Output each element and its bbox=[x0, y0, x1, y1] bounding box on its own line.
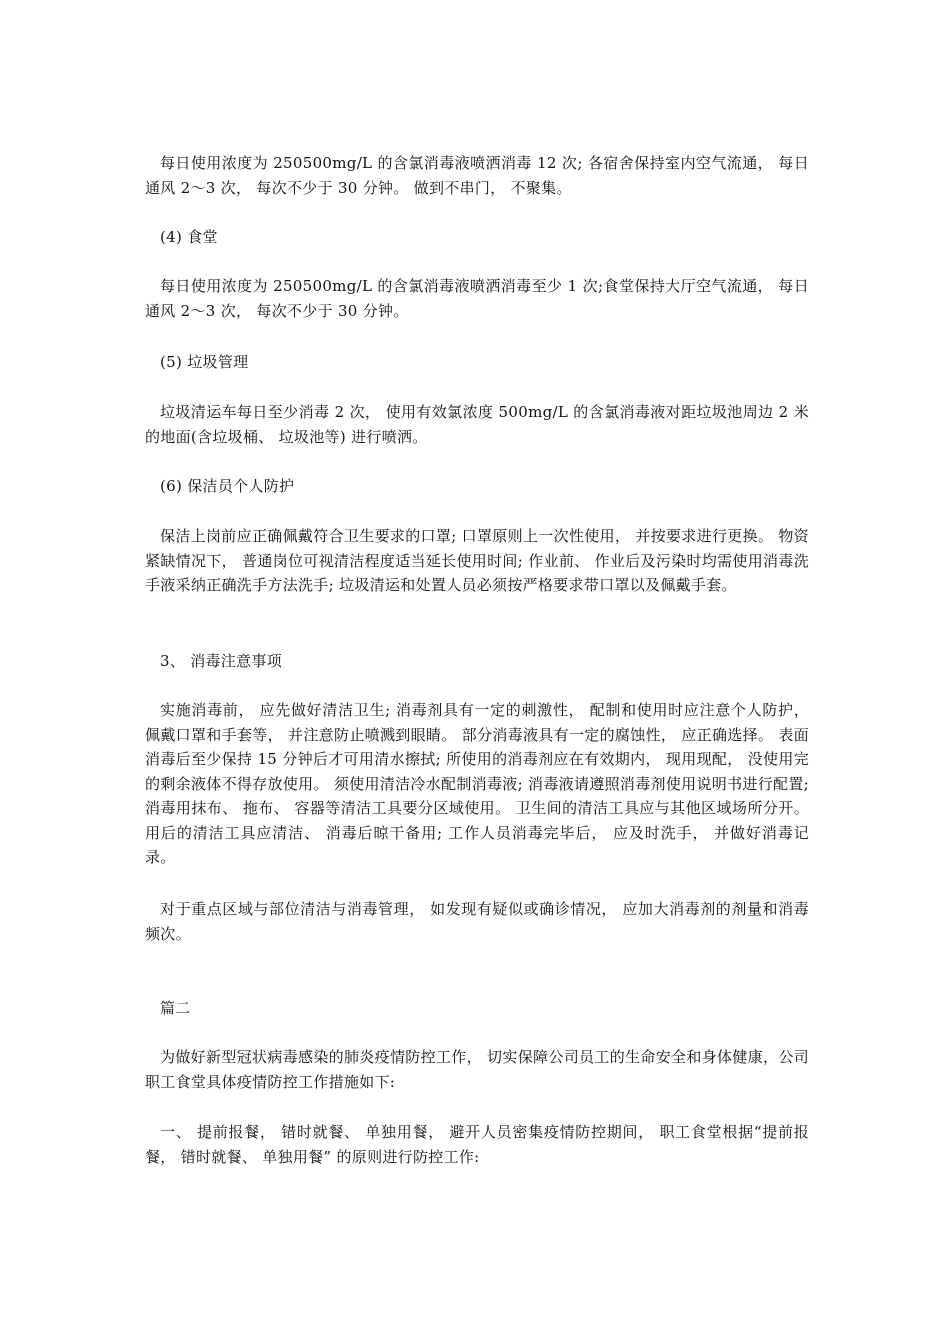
paragraph-dormitory-disinfection: 每日使用浓度为 250500mg/L 的含氯消毒液喷洒消毒 12 次; 各宿舍保持室内空气流通， 每日通风 2～3 次， 每次不少于 30 分钟。 做到不串门， 不聚集。 bbox=[145, 154, 809, 197]
heading-cleaner-protection: (6) 保洁员个人防护 bbox=[160, 477, 295, 495]
heading-part-two: 篇二 bbox=[160, 999, 191, 1017]
paragraph-disinfection-notes: 实施消毒前， 应先做好清洁卫生; 消毒剂具有一定的刺激性， 配制和使用时应注意个人防护， 佩戴口罩和手套等， 并注意防止喷溅到眼睛。 部分消毒液具有一定的腐蚀性， 应正确选择。 表面消毒后至少保持 15 分钟后才可用清水擦拭; 所使用的消毒剂应在有效期内， 现用现配， 没使用完的剩余液体不得存放使用。 须使用清洁冷水配制消毒液; 消毒液请遵照消毒剂使用说明书进行配置; 消毒用抹布、 拖布、 容器等清洁工具要分区域使用。 卫生间的清洁工具应与其他区域场所分开。 用后的清洁工具应清洁、 消毒后晾干备用; 工作人员消毒完毕后， 应及时洗手， 并做好消毒记录。 bbox=[145, 701, 809, 866]
paragraph-canteen-disinfection: 每日使用浓度为 250500mg/L 的含氯消毒液喷洒消毒至少 1 次;食堂保持大厅空气流通， 每日通风 2～3 次， 每次不少于 30 分钟。 bbox=[145, 277, 809, 320]
heading-disinfection-notes: 3、 消毒注意事项 bbox=[160, 652, 283, 670]
paragraph-garbage-management: 垃圾清运车每日至少消毒 2 次， 使用有效氯浓度 500mg/L 的含氯消毒液对距垃圾池周边 2 米的地面(含垃圾桶、 垃圾池等) 进行喷洒。 bbox=[145, 403, 809, 446]
heading-canteen: (4) 食堂 bbox=[160, 228, 218, 246]
heading-garbage-management: (5) 垃圾管理 bbox=[160, 353, 249, 371]
paragraph-key-areas: 对于重点区域与部位清洁与消毒管理， 如发现有疑似或确诊情况， 应加大消毒剂的剂量和消毒频次。 bbox=[145, 900, 809, 943]
paragraph-cleaner-protection: 保洁上岗前应正确佩戴符合卫生要求的口罩; 口罩原则上一次性使用， 并按要求进行更换。 物资紧缺情况下， 普通岗位可视清洁程度适当延长使用时间; 作业前、 作业后及污染时均需使用消毒洗手液采纳正确洗手方法洗手; 垃圾清运和处置人员必须按严格要求带口罩以及佩戴手套。 bbox=[145, 527, 809, 594]
paragraph-part-two-intro: 为做好新型冠状病毒感染的肺炎疫情防控工作， 切实保障公司员工的生命安全和身体健康，公司职工食堂具体疫情防控工作措施如下: bbox=[145, 1048, 809, 1091]
paragraph-meal-arrangement: 一、 提前报餐， 错时就餐、 单独用餐， 避开人员密集疫情防控期间， 职工食堂根据“提前报餐， 错时就餐、 单独用餐” 的原则进行防控工作: bbox=[145, 1123, 809, 1166]
